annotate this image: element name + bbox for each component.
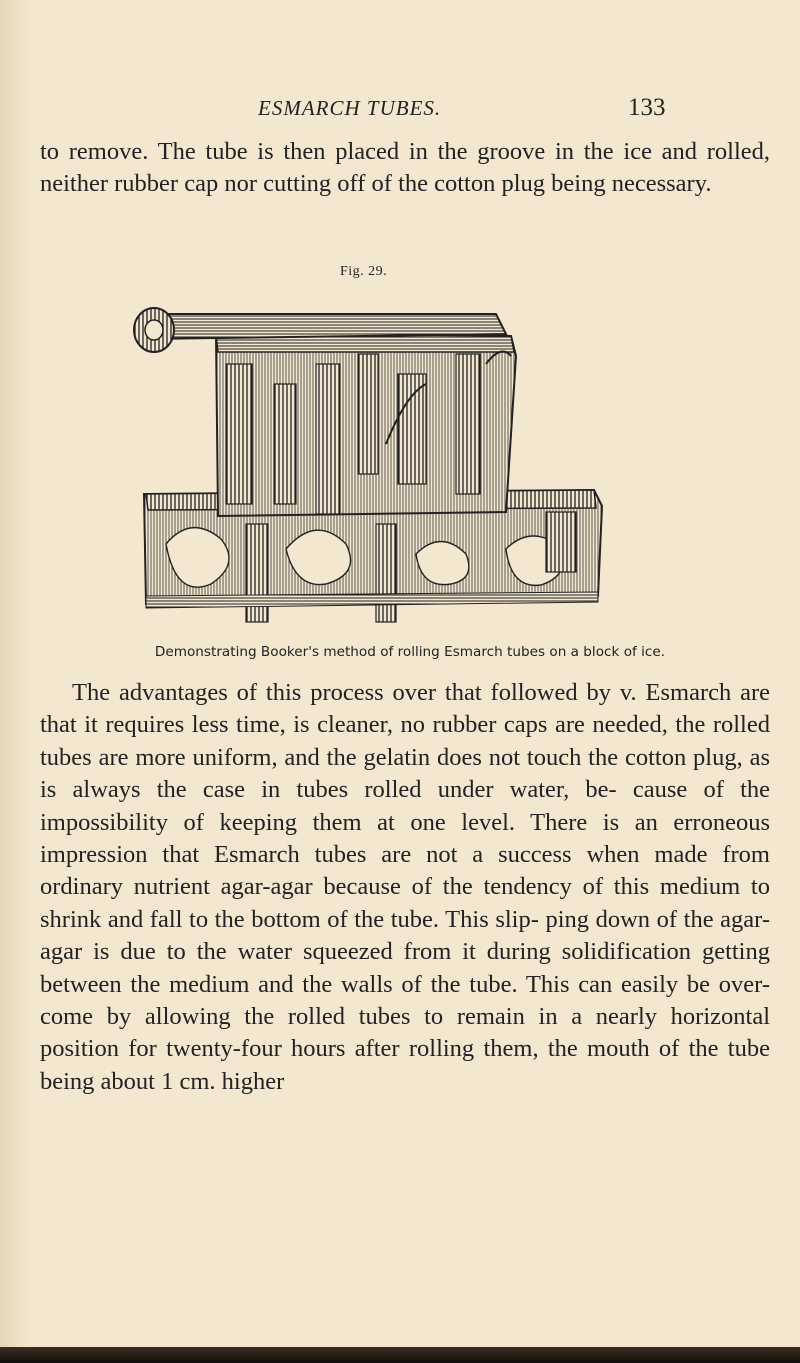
paragraph-continued: to remove. The tube is then placed in the groove in the ice and rolled, neither rubber cap nor cutting off of the cotton plug being necessary.	[40, 138, 770, 198]
running-header: ESMARCH TUBES.	[258, 96, 442, 120]
upper-ice-block	[216, 334, 516, 516]
page-edge-shadow	[0, 0, 30, 1363]
page-number: 133	[628, 94, 666, 121]
paragraph-main: The advantages of this process over that followed by v. Esmarch are that it requires less time, is cleaner, no rubber caps are needed, the rolled tubes are more uniform, and the gelatin does not touch the cotton plug, as is always the case in tubes rolled under water, be- cause of the impossibility of keeping them at one level. There is an erroneous impression that Esmarch tubes are not a success when made from ordinary nutrient agar-agar because of the tendency of this medium to shrink and fall to the bottom of the tube. This slip- ping down of the agar-agar is due to the water squeezed from it during solidification getting between the medium and the walls of the tube. This can easily be over- come by allowing the rolled tubes to remain in a nearly horizontal position for twenty-four hours after rolling them, the mouth of the tube being about 1 cm. higher	[40, 679, 770, 1095]
page-bottom-edge	[0, 1347, 800, 1363]
figure-label: Fig. 29.	[340, 264, 388, 279]
figure-illustration	[126, 294, 626, 628]
figure-caption: Demonstrating Booker's method of rolling Esmarch tubes on a block of ice.	[154, 644, 666, 660]
